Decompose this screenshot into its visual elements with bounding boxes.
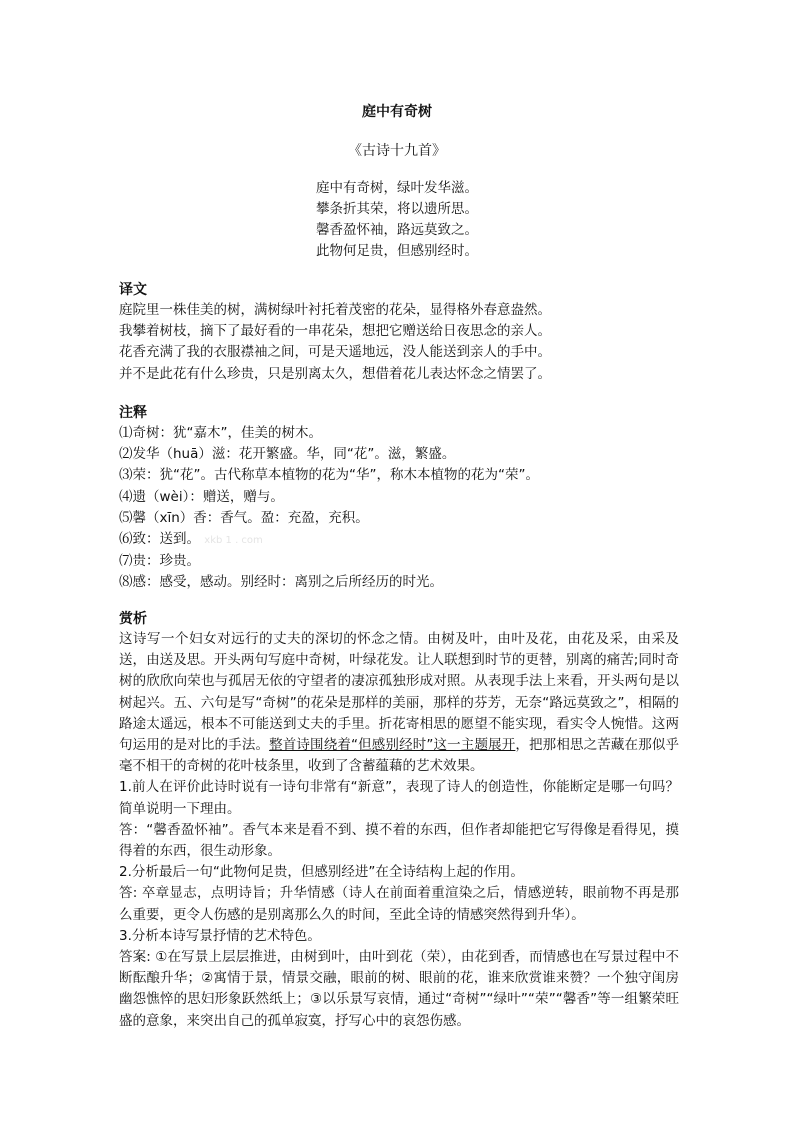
poem-line: 庭中有奇树，绿叶发华滋。 xyxy=(316,180,478,196)
translation-line: 我攀着树枝，摘下了最好看的一串花朵，想把它赠送给日夜思念的亲人。 xyxy=(119,323,551,340)
translation-line: 并不是此花有什么珍贵，只是别离太久，想借着花儿表达怀念之情罢了。 xyxy=(119,365,551,382)
note-item: ⑶荣：犹“花”。古代称草本植物的花为“华”，称木本植物的花为“荣”。 xyxy=(119,467,539,484)
analysis-paragraph xyxy=(119,629,679,777)
poem-line: 馨香盈怀袖，路远莫致之。 xyxy=(316,222,478,238)
note-item: ⑷遗（wèi）：赠送，赠与。 xyxy=(119,488,284,505)
poem-line: 攀条折其荣，将以遗所思。 xyxy=(316,201,478,217)
answer-3: 答案: ①在写景上层层推进，由树到叶，由叶到花（荣），由花到香，而情感也在写景过程中不断酝酿升华；②寓情于景，情景交融，眼前的树、眼前的花，谁来欣赏谁来赞？一个独守闺房幽怨憔悴的思妇形象跃然纸上；③以乐景写哀情，通过“奇树”“绿叶”“荣”“馨香”等一组繁荣旺盛的意象，来突出自己的孤单寂寞，抒写心中的哀怨伤感。 xyxy=(119,949,679,1029)
notes-section xyxy=(119,403,679,594)
note-item xyxy=(119,529,679,551)
answer-2: 答: 卒章显志，点明诗旨；升华情感（诗人在前面着重渲染之后，情感逆转，眼前物不再是那么重要，更令人伤感的是别离那么久的时间，至此全诗的情感突然得到升华）。 xyxy=(119,885,679,923)
note-item: ⑻感：感受，感动。别经时：离别之后所经历的时光。 xyxy=(119,574,443,591)
analysis-text: ，把那相思之苦藏在那似乎毫不相干的奇树的花叶枝条里，收到了含蓄蕴藉的艺术效果。 xyxy=(119,737,680,775)
question-3: 3.分析本诗写景抒情的艺术特色。 xyxy=(119,927,321,944)
note-item: ⑺贵：珍贵。 xyxy=(119,553,200,570)
analysis-section xyxy=(119,609,679,1032)
note-text: ⑹致：送到。 xyxy=(119,531,200,548)
note-item: ⑴奇树：犹“嘉木”，佳美的树木。 xyxy=(119,425,322,441)
analysis-text: 这诗写一个妇女对远行的丈夫的深切的怀念之情。由树及叶，由叶及花，由花及采，由采及送，由送及思。开头两句写庭中奇树，叶绿花发。让人联想到时节的更替，别离的痛苦;同时奇树的欣欣向荣也与孤居无依的守望者的凄凉孤独形成对照。从表现手法上来看，开头两句是以树起兴。五、六句是写“奇树”的花朵是那样的美丽，那样的芬芳，无奈“路远莫致之”，相隔的路途太遥远，根本不可能送到丈夫的手里。折花寄相思的愿望不能实现，看实令人惋惜。这两句运用的是对比的手法。 xyxy=(119,631,679,754)
poem-source: 《古诗十九首》 xyxy=(348,143,446,159)
poem-line: 此物何足贵，但感别经时。 xyxy=(316,243,478,259)
analysis-underlined-text: 整首诗围绕着“但感别经时”这一主题展开 xyxy=(269,737,516,754)
answer-1: 答：“馨香盈怀袖”。香气本来是看不到、摸不着的东西，但作者却能把它写得像是看得见，摸得着的东西，很生动形象。 xyxy=(119,821,679,860)
analysis-heading: 赏析 xyxy=(119,611,147,627)
note-item: ⑵发华（huā）滋：花开繁盛。华，同“花”。滋，繁盛。 xyxy=(119,446,456,463)
note-item xyxy=(119,508,679,529)
poem-body xyxy=(0,178,794,262)
translation-line: 花香充满了我的衣服襟袖之间，可是天遥地远，没人能送到亲人的手中。 xyxy=(119,344,551,361)
translation-line: 庭院里一株佳美的树，满树绿叶衬托着茂密的花朵，显得格外春意盎然。 xyxy=(119,302,551,318)
translation-section xyxy=(119,280,679,385)
poem-title: 庭中有奇树 xyxy=(362,104,432,120)
translation-heading: 译文 xyxy=(119,282,147,298)
question-2: 2.分析最后一句“此物何足贵，但感别经进”在全诗结构上起的作用。 xyxy=(119,864,524,881)
question-1: 1.前人在评价此诗时说有一诗句非常有“新意”，表现了诗人的创造性，你能断定是哪一句吗？简单说明一下理由。 xyxy=(119,779,679,817)
watermark-text: xkb 1 . com xyxy=(204,535,263,547)
note-text: ⑸馨（xīn）香：香气。盈：充盈，充积。 xyxy=(119,509,369,526)
notes-heading: 注释 xyxy=(119,405,147,421)
